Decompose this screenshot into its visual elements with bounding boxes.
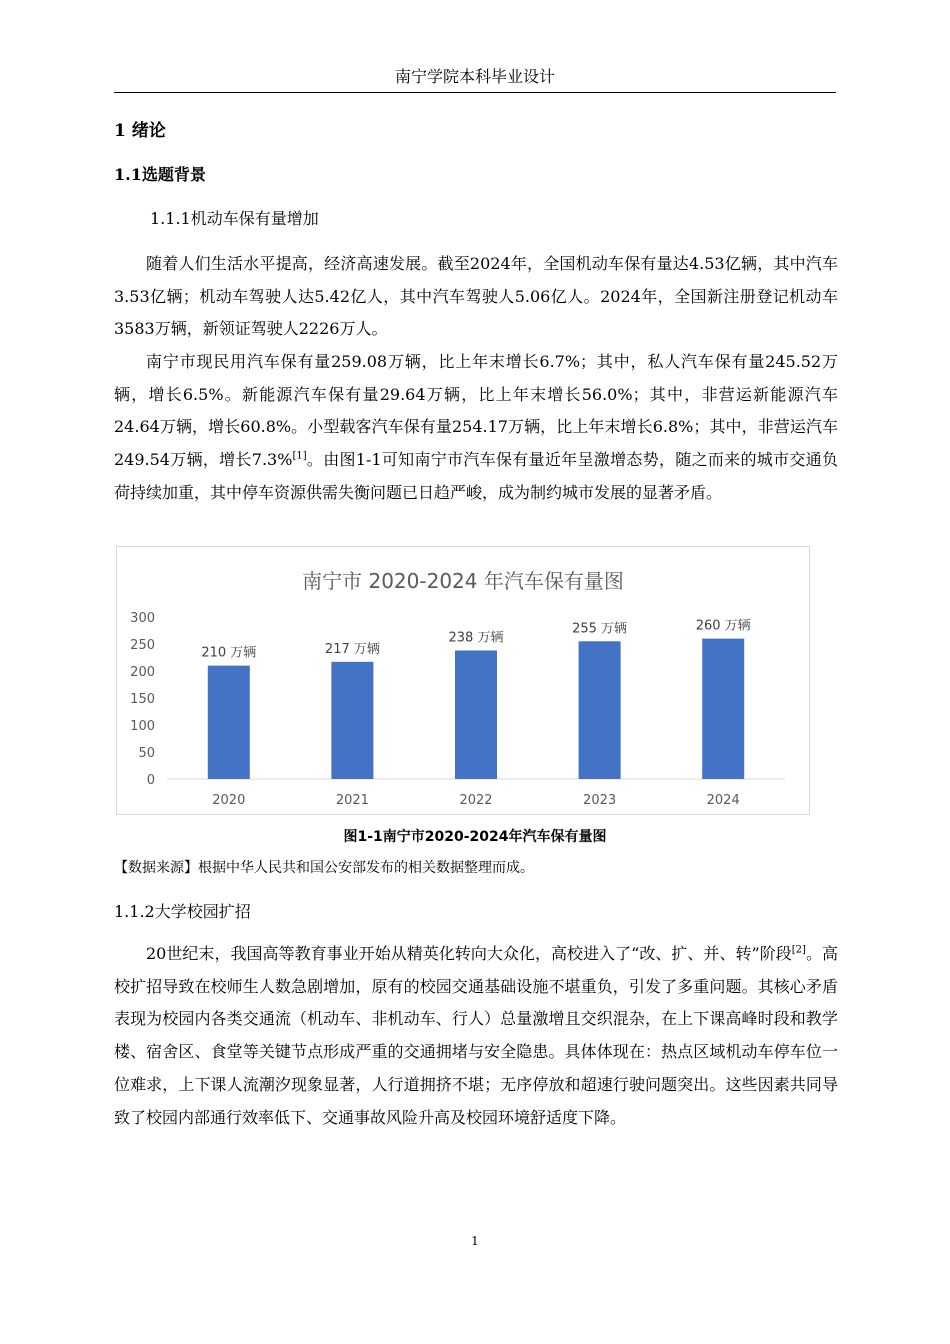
y-tick-label: 100 xyxy=(130,719,155,734)
subsection-heading-1: 1.1.1机动车保有量增加 xyxy=(150,209,319,228)
figure-caption: 图1-1南宁市2020-2024年汽车保有量图 xyxy=(343,829,607,845)
chapter-heading: 1 绪论 xyxy=(114,121,166,141)
chart-bar xyxy=(702,639,744,779)
y-tick-label: 150 xyxy=(130,692,155,707)
paragraph-2 xyxy=(114,346,838,510)
paragraph-3-text-a: 20世纪末，我国高等教育事业开始从精英化转向大众化，高校进入了“改、扩、并、转”阶段 xyxy=(146,944,792,963)
x-tick-label: 2022 xyxy=(459,793,493,808)
subsection-heading-2: 1.1.2大学校园扩招 xyxy=(114,902,251,921)
data-source-note: 【数据来源】根据中华人民共和国公安部发布的相关数据整理而成。 xyxy=(114,860,534,876)
citation-ref-1[interactable]: [1] xyxy=(292,450,307,462)
bar-data-label: 217 万辆 xyxy=(324,641,380,657)
x-tick-label: 2023 xyxy=(583,793,617,808)
citation-ref-2[interactable]: [2] xyxy=(791,944,806,956)
y-tick-label: 50 xyxy=(138,746,155,761)
x-tick-label: 2020 xyxy=(212,793,246,808)
paragraph-3-text-b: 。高校扩招导致在校师生人数急剧增加，原有的校园交通基础设施不堪重负，引发了多重问题。其核心矛盾表现为校园内各类交通流（机动车、非机动车、行人）总量激增且交织混杂，在上下课高峰时段和教学楼、宿舍区、食堂等关键节点形成严重的交通拥堵与安全隐患。具体体现在：热点区域机动车停车位一位难求，上下课人流潮汐现象显著，人行道拥挤不堪；无序停放和超速行驶问题突出。这些因素共同导致了校园内部通行效率低下、交通事故风险升高及校园环境舒适度下降。 xyxy=(114,944,838,1127)
chart-svg xyxy=(117,547,809,814)
chart-bar xyxy=(208,666,250,779)
page-header-title: 南宁学院本科毕业设计 xyxy=(394,67,555,86)
chart-bar xyxy=(331,662,373,779)
chart-bar xyxy=(455,650,497,779)
bar-data-label: 260 万辆 xyxy=(695,618,751,634)
chart-title: 南宁市 2020-2024 年汽车保有量图 xyxy=(302,569,624,593)
page-number: 1 xyxy=(471,1234,479,1248)
bar-data-label: 238 万辆 xyxy=(448,630,504,646)
y-tick-label: 300 xyxy=(130,611,155,626)
section-heading: 1.1选题背景 xyxy=(114,165,206,184)
paragraph-2-text-a: 南宁市现民用汽车保有量259.08万辆，比上年末增长6.7%；其中，私人汽车保有量245.52万辆，增长6.5%。新能源汽车保有量29.64万辆，比上年末增长56.0%；其中，非营运新能源汽车24.64万辆，增长60.8%。小型载客汽车保有量254.17万辆，比上年末增长6.8%；其中，非营运汽车249.54万辆，增长7.3% xyxy=(114,352,838,470)
paragraph-2-text-b: 。由图1-1可知南宁市汽车保有量近年呈激增态势，随之而来的城市交通负荷持续加重，其中停车资源供需失衡问题已日趋严峻，成为制约城市发展的显著矛盾。 xyxy=(114,450,838,502)
y-tick-label: 200 xyxy=(130,665,155,680)
paragraph-1: 随着人们生活水平提高，经济高速发展。截至2024年，全国机动车保有量达4.53亿辆，其中汽车3.53亿辆；机动车驾驶人达5.42亿人，其中汽车驾驶人5.06亿人。2024年，全国新注册登记机动车3583万辆，新领证驾驶人2226万人。 xyxy=(114,254,838,339)
paragraph-3 xyxy=(114,938,838,1134)
y-tick-label: 250 xyxy=(130,638,155,653)
x-tick-label: 2024 xyxy=(706,793,740,808)
y-tick-label: 0 xyxy=(146,773,155,788)
bar-data-label: 255 万辆 xyxy=(572,621,628,637)
x-tick-label: 2021 xyxy=(335,793,369,808)
bar-data-label: 210 万辆 xyxy=(201,645,257,661)
header-rule xyxy=(114,92,836,93)
chart-bar xyxy=(579,641,621,779)
vehicle-ownership-chart xyxy=(116,546,810,815)
